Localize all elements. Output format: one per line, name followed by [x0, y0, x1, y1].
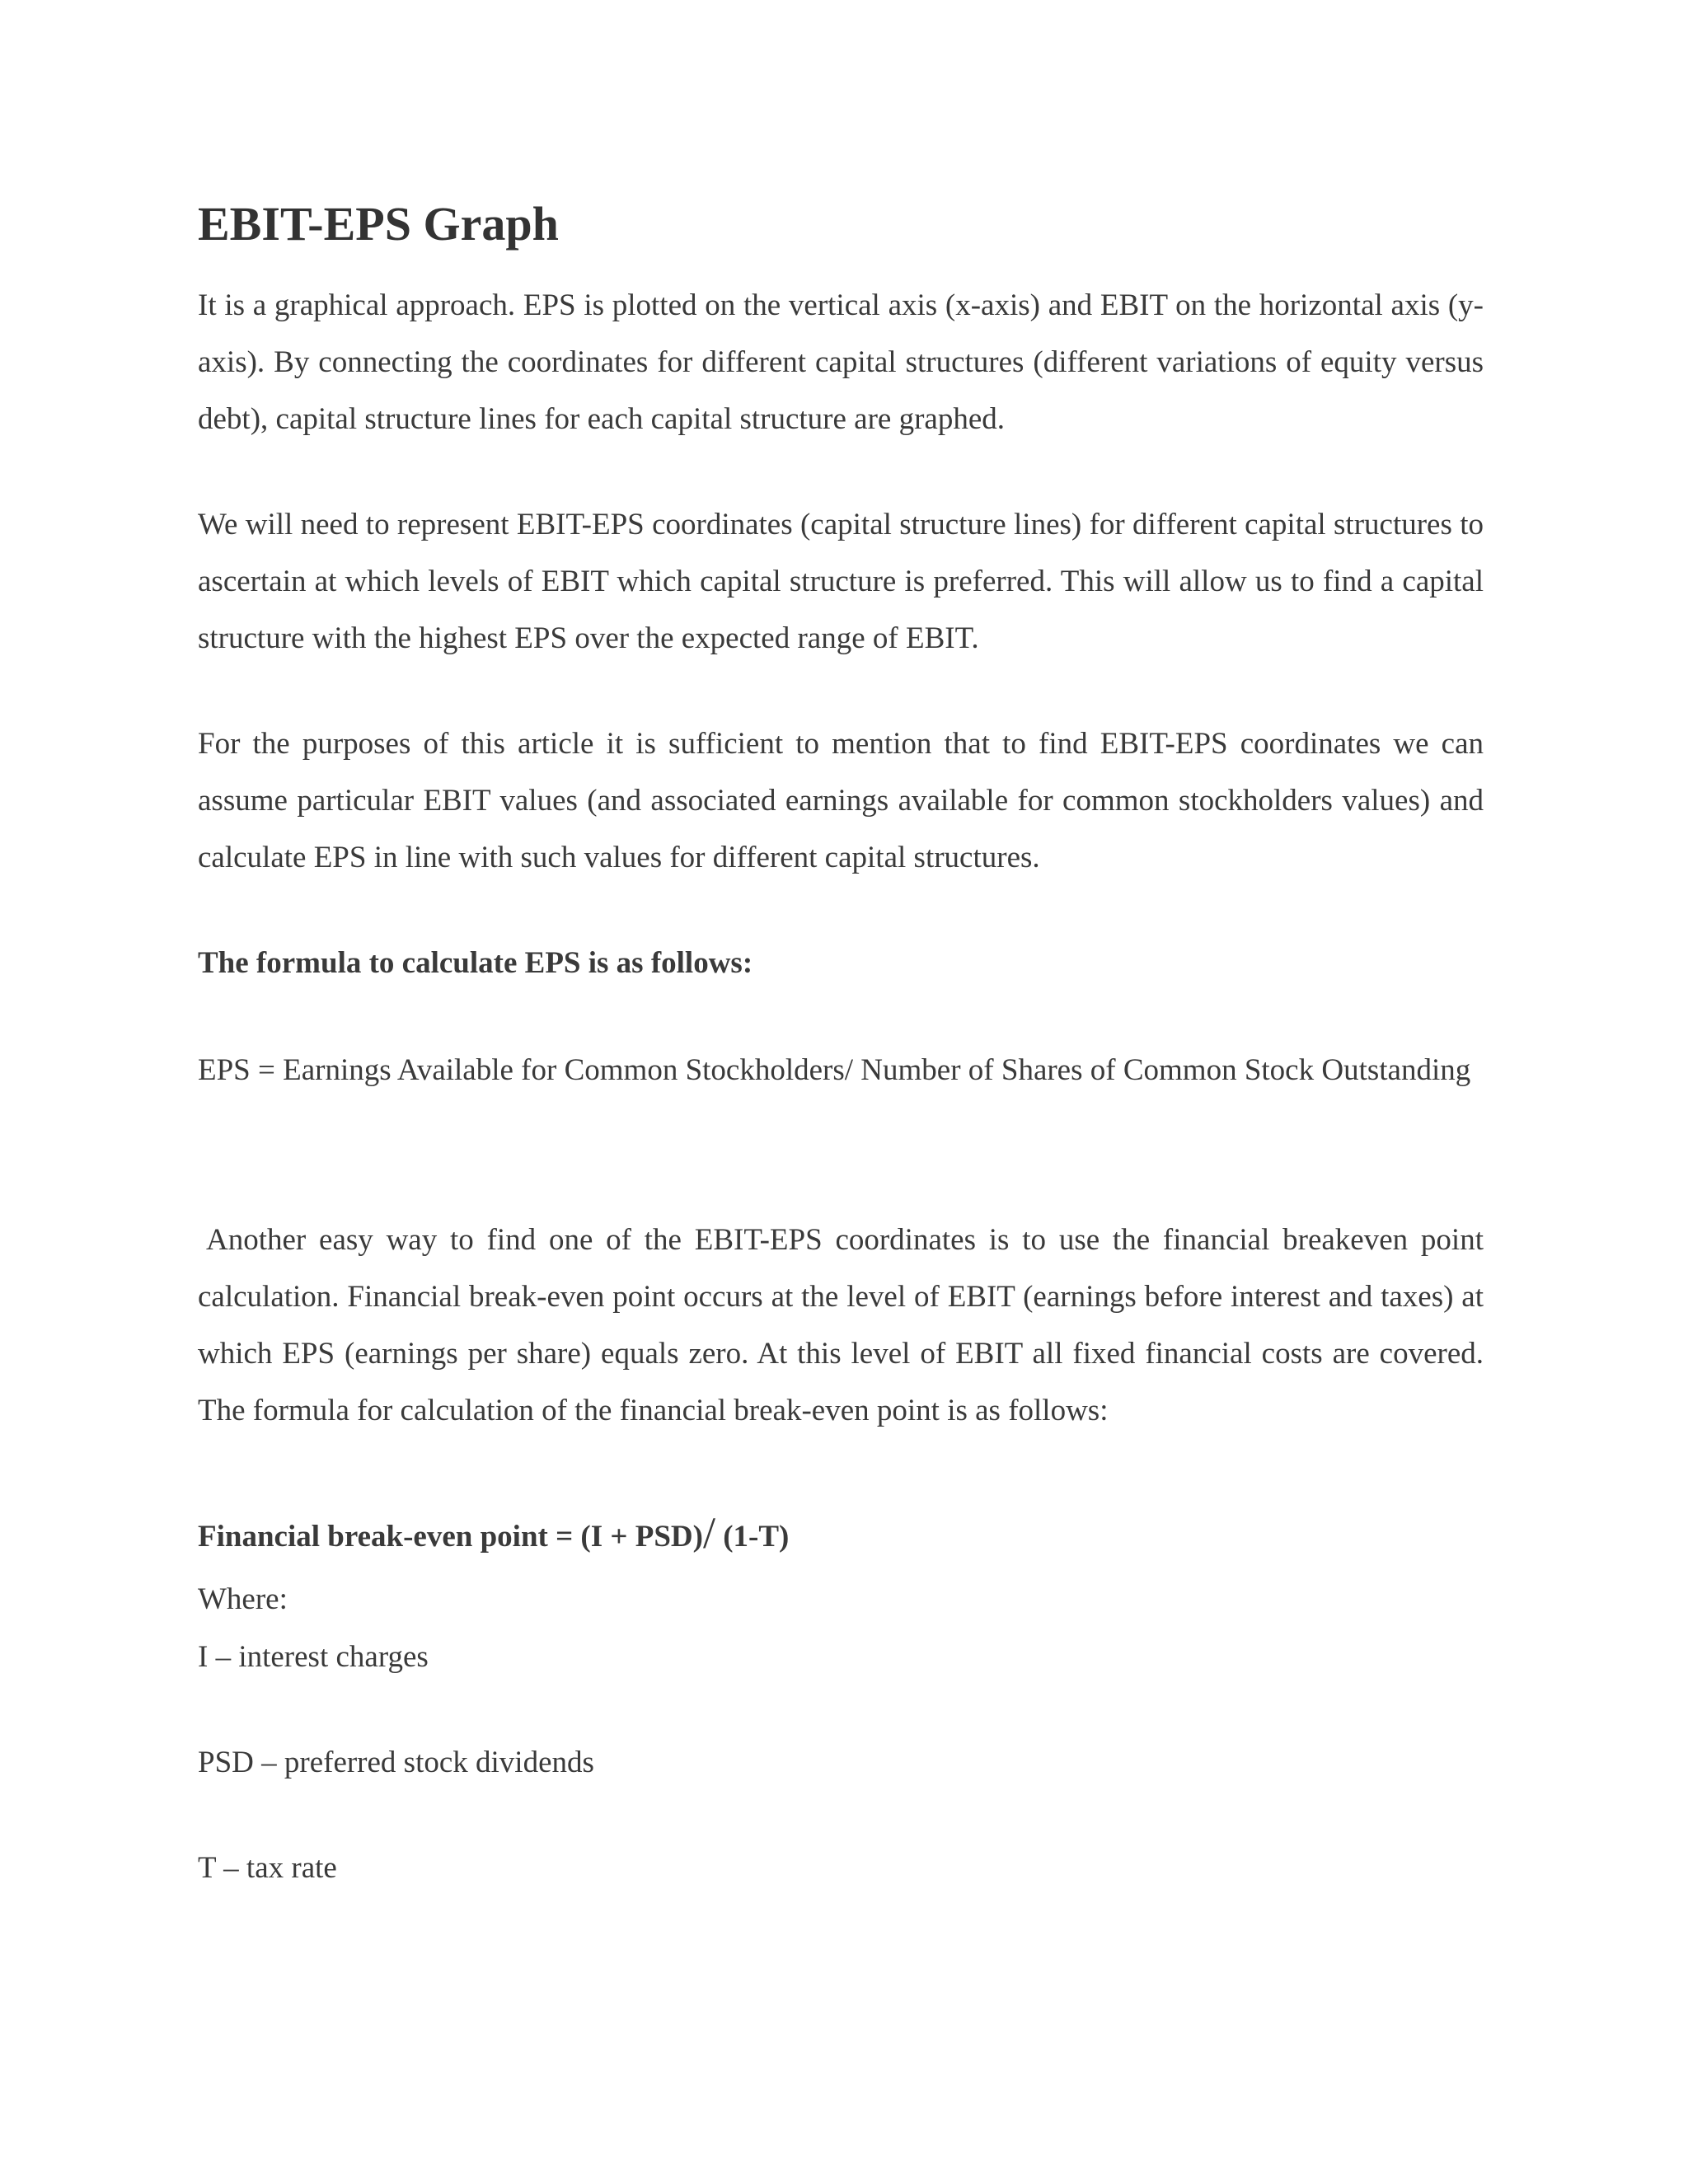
- breakeven-formula-left: Financial break-even point = (I + PSD): [198, 1520, 703, 1554]
- definition-psd: PSD – preferred stock dividends: [198, 1746, 594, 1779]
- breakeven-formula-right: (1-T): [715, 1520, 790, 1554]
- breakeven-formula-slash: /: [702, 1508, 715, 1558]
- page-title: EBIT-EPS Graph: [198, 197, 559, 251]
- definition-tax-rate: T – tax rate: [198, 1851, 337, 1885]
- paragraph-purposes: For the purposes of this article it is sufficient to mention that to find EBIT-EPS coordinates we can assume particular EBIT values (and associated earnings available for common stockholders values) and calculate EPS in line with such values for different capital structures.: [198, 727, 1484, 874]
- breakeven-formula: [198, 1503, 789, 1565]
- eps-formula: EPS = Earnings Available for Common Stockholders/ Number of Shares of Common Stock Outstanding: [198, 1053, 1471, 1087]
- paragraph-graphical-approach: It is a graphical approach. EPS is plotted on the vertical axis (x-axis) and EBIT on the horizontal axis (y-axis). By connecting the coordinates for different capital structures (different variations of equity versus debt), capital structure lines for each capital structure are graphed.: [198, 288, 1484, 436]
- where-label: Where:: [198, 1582, 288, 1616]
- definition-interest: I – interest charges: [198, 1640, 429, 1674]
- paragraph-breakeven: Another easy way to find one of the EBIT-EPS coordinates is to use the financial breakeven point calculation. Financial break-even point occurs at the level of EBIT (earnings before interest and taxes) at which EPS (earnings per share) equals zero. At this level of EBIT all fixed financial costs are covered. The formula for calculation of the financial break-even point is as follows:: [198, 1223, 1484, 1427]
- formula-heading: The formula to calculate EPS is as follows:: [198, 946, 753, 980]
- paragraph-capital-structures: We will need to represent EBIT-EPS coordinates (capital structure lines) for different capital structures to ascertain at which levels of EBIT which capital structure is preferred. This will allow us to find a capital structure with the highest EPS over the expected range of EBIT.: [198, 508, 1484, 655]
